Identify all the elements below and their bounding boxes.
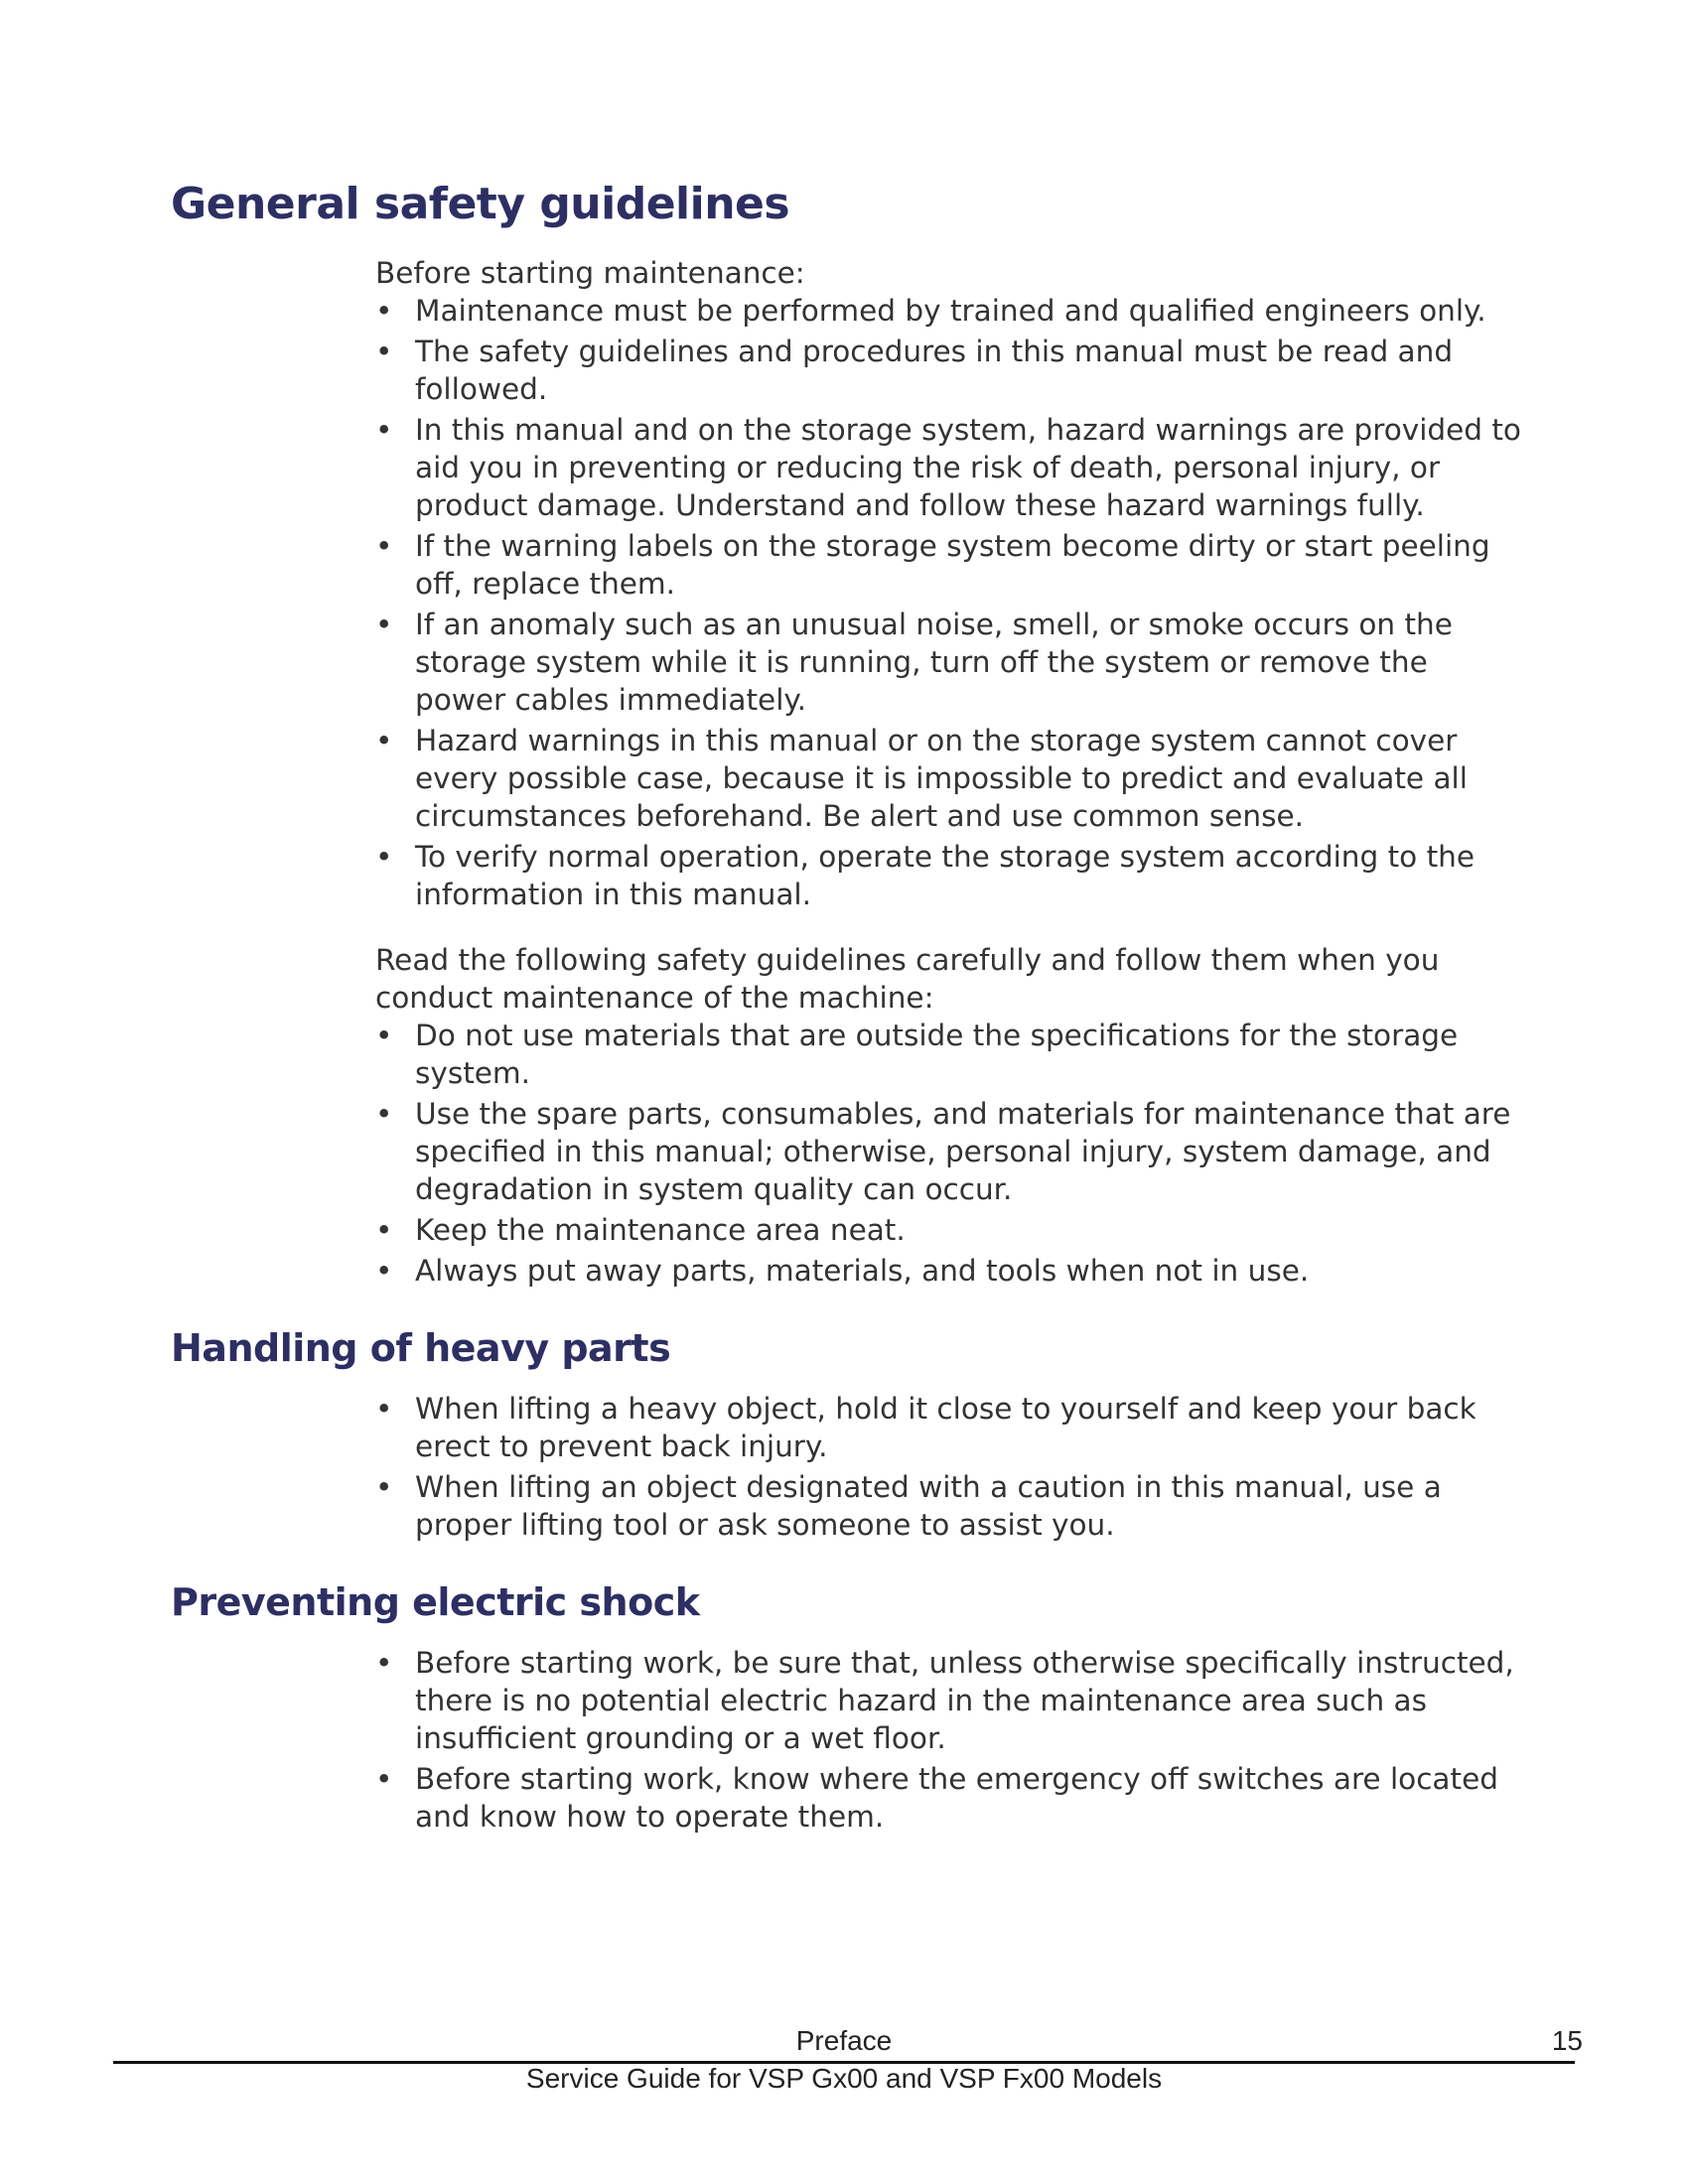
- list-item: • Keep the maintenance area neat.: [375, 1211, 1527, 1249]
- list-item: • Do not use materials that are outside the specifications for the storage system.: [375, 1017, 1527, 1092]
- bullet-list: [375, 1390, 1527, 1544]
- heavy-parts-block: [375, 1390, 1527, 1547]
- bullet-list: [375, 292, 1527, 913]
- list-item: • The safety guidelines and procedures in this manual must be read and followed.: [375, 333, 1527, 408]
- intro-paragraph: Read the following safety guidelines carefully and follow them when you conduct maintenance of the machine:: [375, 943, 1440, 1015]
- list-item: • Hazard warnings in this manual or on the storage system cannot cover every possible case, because it is impossible to predict and evaluate all circumstances beforehand. Be alert and use common sense.: [375, 722, 1527, 835]
- bullet-list: [375, 1017, 1527, 1290]
- bullet-list: [375, 1644, 1527, 1836]
- list-item: • Before starting work, be sure that, unless otherwise specifically instructed, there is no potential electric hazard in the maintenance area such as insufficient grounding or a wet floor.: [375, 1644, 1527, 1757]
- list-item: • When lifting a heavy object, hold it close to yourself and keep your back erect to prevent back injury.: [375, 1390, 1527, 1465]
- general-safety-intro-block: [375, 254, 1527, 916]
- footer-document-title: Service Guide for VSP Gx00 and VSP Fx00 Models: [525, 2063, 1163, 2094]
- section-heading-heavy-parts: Handling of heavy parts: [171, 1326, 671, 1370]
- electric-shock-block: [375, 1644, 1527, 1839]
- list-item: • When lifting an object designated with a caution in this manual, use a proper lifting tool or ask someone to assist you.: [375, 1468, 1527, 1544]
- general-safety-read-block: [375, 941, 1527, 1293]
- list-item: • In this manual and on the storage system, hazard warnings are provided to aid you in preventing or reducing the risk of death, personal injury, or product damage. Understand and follow these hazard warnings fully.: [375, 411, 1527, 524]
- list-item: • Use the spare parts, consumables, and materials for maintenance that are specified in this manual; otherwise, personal injury, system damage, and degradation in system quality can occur.: [375, 1095, 1527, 1208]
- footer-section-name: Preface: [795, 2025, 893, 2056]
- list-item: • To verify normal operation, operate the storage system according to the information in this manual.: [375, 838, 1527, 913]
- intro-paragraph: Before starting maintenance:: [375, 256, 805, 290]
- list-item: • Always put away parts, materials, and tools when not in use.: [375, 1252, 1527, 1290]
- list-item: • Before starting work, know where the emergency off switches are located and know how to operate them.: [375, 1760, 1527, 1836]
- list-item: • If an anomaly such as an unusual noise, smell, or smoke occurs on the storage system while it is running, turn off the system or remove the power cables immediately.: [375, 606, 1527, 719]
- list-item: • If the warning labels on the storage system become dirty or start peeling off, replace them.: [375, 527, 1527, 603]
- footer-page-number: 15: [1551, 2025, 1583, 2056]
- section-heading-general-safety: General safety guidelines: [171, 179, 790, 229]
- list-item: • Maintenance must be performed by trained and qualified engineers only.: [375, 292, 1527, 330]
- section-heading-electric-shock: Preventing electric shock: [171, 1580, 700, 1624]
